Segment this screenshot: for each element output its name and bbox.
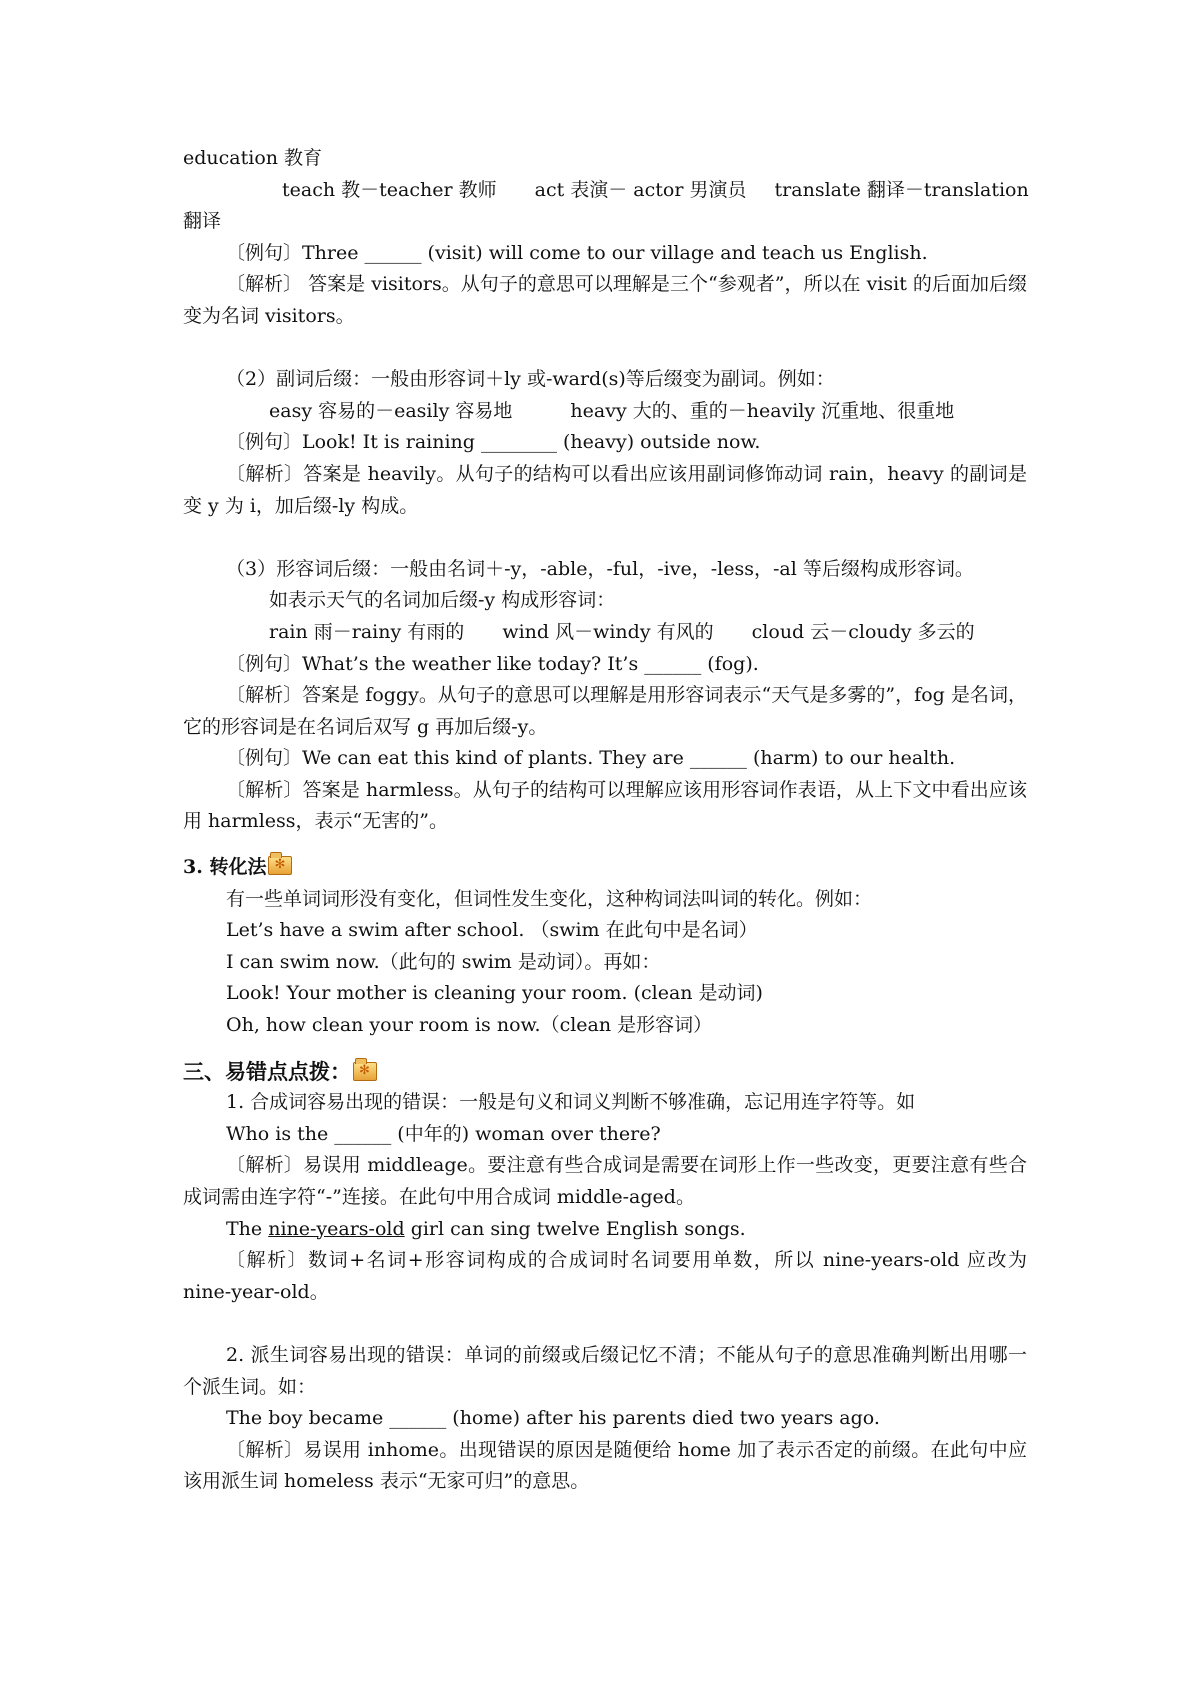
- example-cloud: cloud 云－cloudy 多云的: [751, 620, 975, 643]
- folder-icon: [353, 1062, 377, 1081]
- error-point-title: 2. 派生词容易出现的错误：单词的前缀或后缀记忆不清；不能从句子的意思准确判断出用哪一个派生词。如：: [183, 1343, 1027, 1398]
- text-line: 如表示天气的名词加后缀-y 构成形容词：: [269, 589, 616, 612]
- text-line: [183, 175, 1027, 207]
- text-line: I can swim now.（此句的 swim 是动词）。再如：: [226, 950, 661, 973]
- text-line: 翻译: [183, 210, 222, 233]
- text-line: [183, 396, 1027, 428]
- error-point-title: 1. 合成词容易出现的错误：一般是句义和词义判断不够准确，忘记用连字符等。如: [226, 1091, 916, 1114]
- text-line: 有一些单词词形没有变化，但词性发生变化，这种构词法叫词的转化。例如：: [226, 887, 873, 910]
- analysis: 〔解析〕 答案是 visitors。从句子的意思可以理解是三个“参观者”，所以在 visit 的后面加后缀变为名词 visitors。: [183, 273, 1027, 327]
- text-line: Look! Your mother is cleaning your room. (clean 是动词): [226, 982, 763, 1005]
- example-heavy: heavy 大的、重的－heavily 沉重地、很重地: [570, 399, 955, 422]
- text-line: [183, 617, 1027, 649]
- example-easy: easy 容易的－easily 容易地: [269, 399, 513, 422]
- example-sentence: 〔例句〕What’s the weather like today? It’s ______ (fog).: [226, 652, 759, 675]
- folder-icon: [268, 856, 292, 875]
- analysis: 〔解析〕答案是 heavily。从句子的结构可以看出应该用副词修饰动词 rain，heavy 的副词是变 y 为 i，加后缀-ly 构成。: [183, 462, 1027, 517]
- text-line: education 教育: [183, 147, 323, 169]
- example-sentence: The boy became ______ (home) after his parents died two years ago.: [226, 1407, 880, 1430]
- example-rain: rain 雨－rainy 有雨的: [269, 620, 465, 643]
- example-translate: translate 翻译－translation: [774, 178, 1029, 201]
- example-teach: teach 教－teacher 教师: [282, 178, 497, 201]
- text-line: Let’s have a swim after school. （swim 在此句中是名词）: [226, 919, 758, 942]
- underlined-error: nine-years-old: [268, 1217, 405, 1240]
- example-sentence: 〔例句〕Look! It is raining ________ (heavy) outside now.: [226, 431, 761, 454]
- example-sentence: The nine-years-old girl can sing twelve English songs.: [226, 1217, 746, 1240]
- example-sentence: Who is the ______ (中年的) woman over there?: [226, 1122, 661, 1145]
- analysis: 〔解析〕答案是 foggy。从句子的意思可以理解是用形容词表示“天气是多雾的”，fog 是名词，它的形容词是在名词后双写 g 再加后缀-y。: [183, 684, 1027, 738]
- example-act: act 表演－ actor 男演员: [534, 178, 747, 201]
- section-title: 3. 转化法✻: [183, 852, 1027, 884]
- part-title: 三、易错点点拨：✻: [183, 1056, 1027, 1088]
- document-page: [183, 143, 1027, 1498]
- analysis: 〔解析〕易误用 middleage。要注意有些合成词是需要在词形上作一些改变，更要注意有些合成词需由连字符“-”连接。在此句中用合成词 middle-aged。: [183, 1154, 1027, 1208]
- example-sentence: 〔例句〕We can eat this kind of plants. They are ______ (harm) to our health.: [226, 747, 956, 770]
- analysis: 〔解析〕数词+名词+形容词构成的合成词时名词要用单数，所以 nine-years-old 应改为 nine-year-old。: [183, 1249, 1027, 1303]
- example-sentence: 〔例句〕Three ______ (visit) will come to our village and teach us English.: [226, 241, 928, 264]
- subsection-title: （3）形容词后缀：一般由名词＋-y，-able，-ful，-ive，-less，-al 等后缀构成形容词。: [226, 557, 974, 580]
- analysis: 〔解析〕答案是 harmless。从句子的结构可以理解应该用形容词作表语，从上下文中看出应该用 harmless，表示“无害的”。: [183, 778, 1027, 833]
- subsection-title: （2）副词后缀：一般由形容词＋ly 或-ward(s)等后缀变为副词。例如：: [226, 368, 835, 391]
- analysis: 〔解析〕易误用 inhome。出现错误的原因是随便给 home 加了表示否定的前缀。在此句中应该用派生词 homeless 表示“无家可归”的意思。: [183, 1438, 1027, 1493]
- text-line: Oh, how clean your room is now.（clean 是形容词）: [226, 1014, 713, 1037]
- example-wind: wind 风－windy 有风的: [502, 620, 714, 643]
